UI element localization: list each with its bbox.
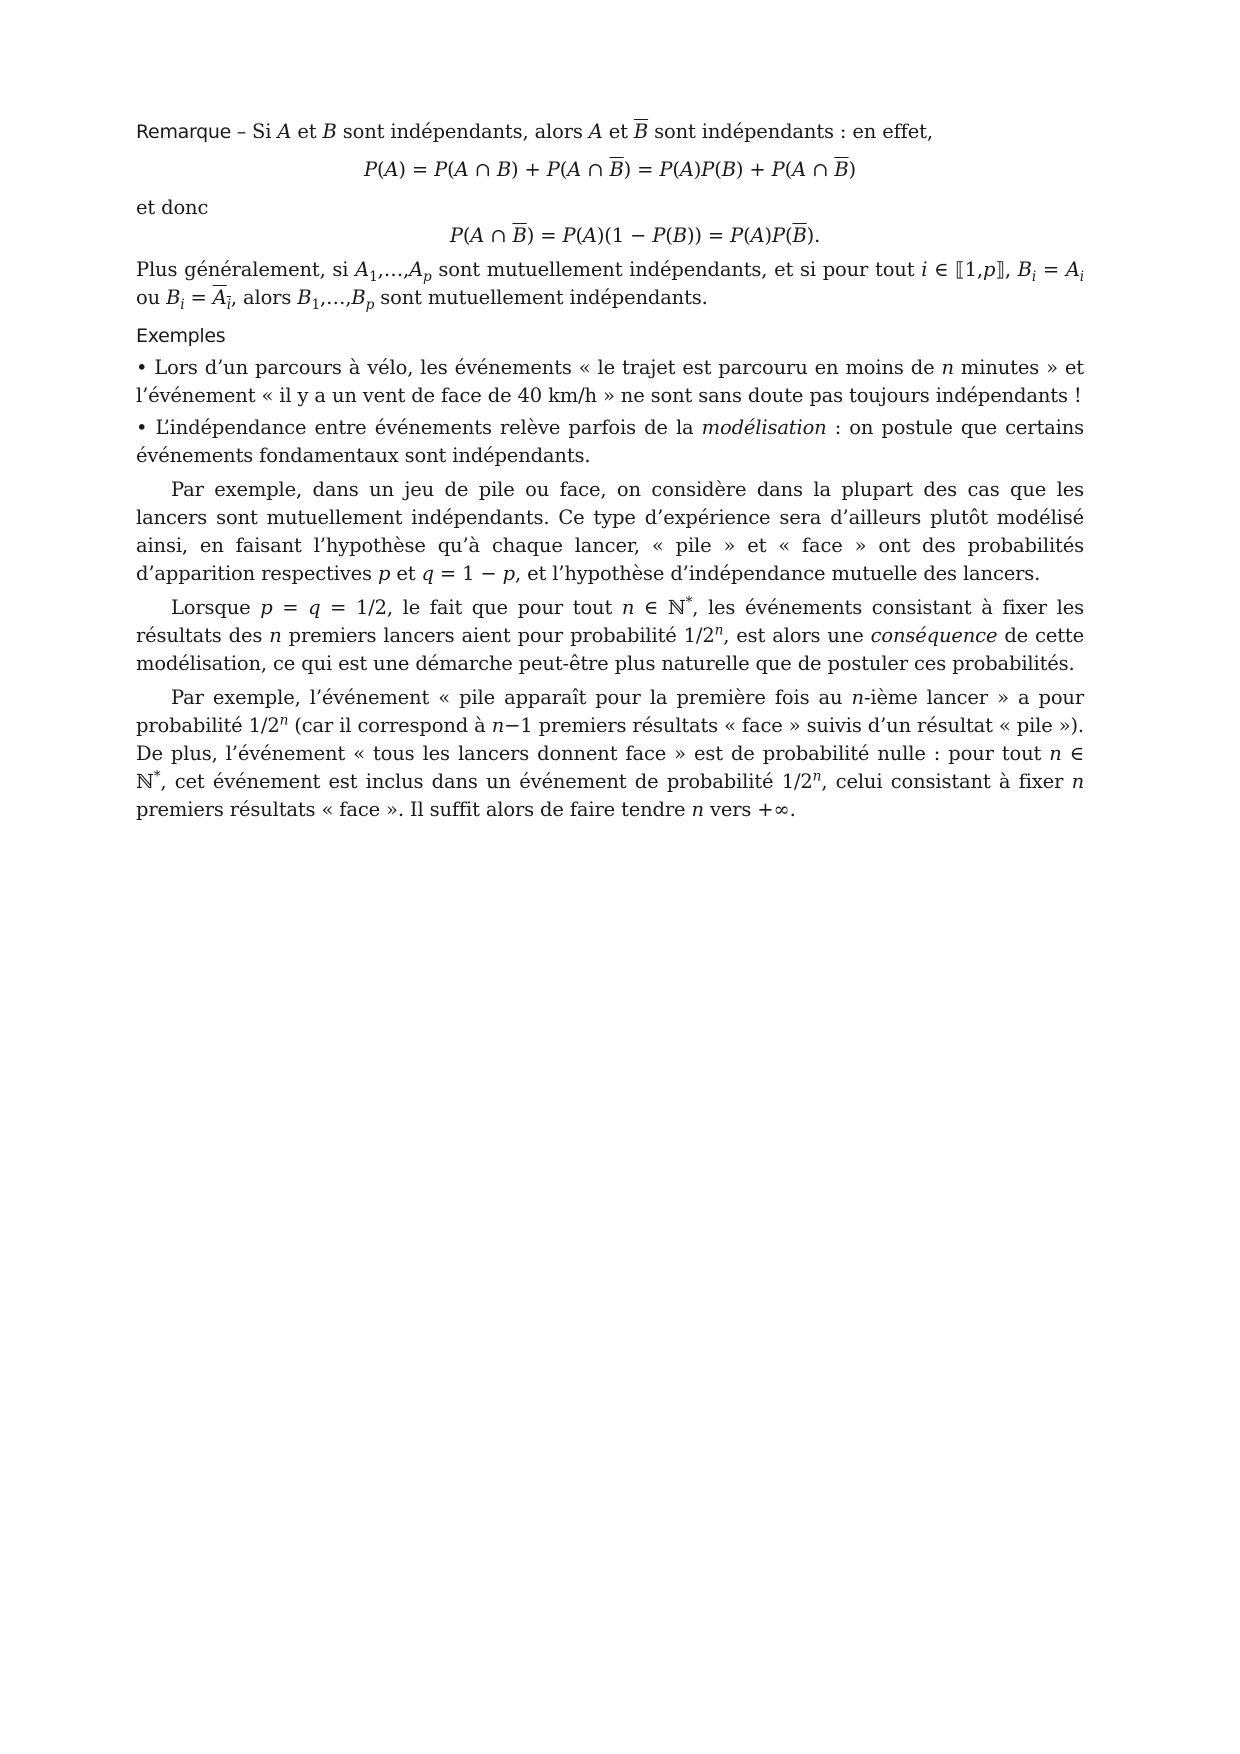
equation-1: P(A) = P(A ∩ B) + P(A ∩ $\overline{B}) = P(A)P(B) + P(A$ ∩ $\overline{B}$) bbox=[364, 158, 856, 181]
generalisation-paragraph: Plus généralement, si $A_1,\dots,A_p$ sont mutuellement indépendants, et si pour tout i ∈ ⟦1,p⟧, $B_i = A_i$ ou $B_i = A_i$, alors $B_1,\dots,B_p$ sont mutuellement indépendants. bbox=[136, 258, 1085, 313]
et-donc: et donc bbox=[136, 196, 209, 219]
equation-2: P(A ∩ $\overline{B}) = P(A)(1 - P(B)) = P(A)P(\overline{B})$. bbox=[449, 224, 821, 247]
remark-label: Remarque – bbox=[136, 121, 246, 143]
examples-heading: Exemples bbox=[136, 325, 226, 347]
example-paragraph-2: Lorsque p = q = 1/2, le fait que pour tout n ∈ ℕ*, les événements consistant à fixer les résultats des n premiers lancers aient pour probabilité 1/2$^n$, est alors une conséquence de cette modélisation, ce qui est une démarche peut-être plus naturelle que de postuler ces probabilités. bbox=[136, 594, 1084, 675]
page-content bbox=[136, 118, 1084, 824]
example-paragraph-3: Par exemple, l’événement « pile apparaît pour la première fois au n-ième lancer » a pour probabilité 1/2$^n$ (car il correspond à n−1 premiers résultats « face » suivis d’un résultat « pile »). De plus, l’événement « tous les lancers donnent face » est de probabilité nulle : pour tout n ∈ ℕ*, cet événement est inclus dans un événement de probabilité 1/2$^n$, celui consistant à fixer n premiers résultats « face ». Il suffit alors de faire tendre n vers +∞. bbox=[136, 686, 1085, 821]
example-bullet-1: • Lors d’un parcours à vélo, les événements « le trajet est parcouru en moins de n minutes » et l’événement « il y a un vent de face de 40 km/h » ne sont sans doute pas toujours indépendants ! bbox=[136, 356, 1084, 407]
example-bullet-2: • L’indépendance entre événements relève parfois de la modélisation : on postule que certains événements fondamentaux sont indépendants. bbox=[136, 416, 1084, 467]
remark-intro: Remarque – Si A et B sont indépendants, alors A et $\overline{B}$ sont indépendants : en effet, bbox=[136, 120, 933, 143]
example-paragraph-1: Par exemple, dans un jeu de pile ou face, on considère dans la plupart des cas que les lancers sont mutuellement indépendants. Ce type d’expérience sera d’ailleurs plutôt modélisé ainsi, en faisant l’hypothèse qu’à chaque lancer, « pile » et « face » ont des probabilités d’apparition respectives p et q = 1 − p, et l’hypothèse d’indépendance mutuelle des lancers. bbox=[136, 478, 1084, 585]
